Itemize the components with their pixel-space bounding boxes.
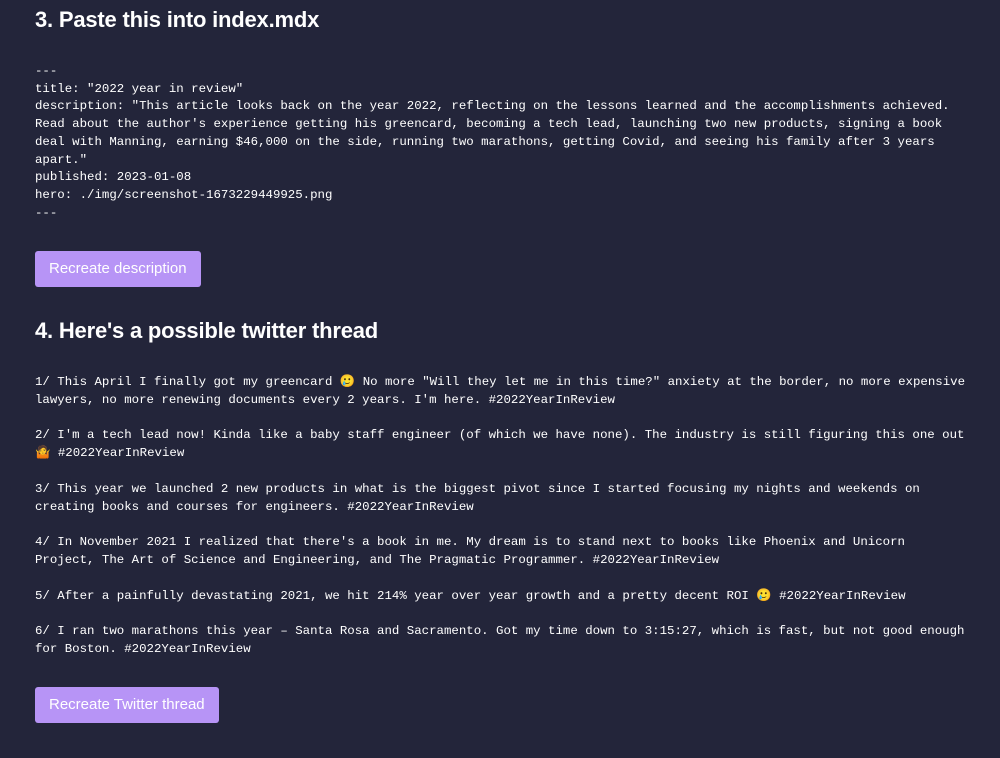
recreate-description-button[interactable]: Recreate description [35,251,201,287]
frontmatter-block [35,63,970,222]
frontmatter-delimiter-close: --- [35,205,58,220]
tweet-5: 5/ After a painfully devastating 2021, we hit 214% year over year growth and a pretty decent ROI 🥲 #2022YearInReview [35,588,906,603]
tweet-1: 1/ This April I finally got my greencard 🥲 No more "Will they let me in this time?" anxiety at the border, no more expensive lawyers, no more renewing documents every 2 years. I'm here. #2022YearInReview [35,375,973,407]
tweet-3: 3/ This year we launched 2 new products in what is the biggest pivot since I started focusing my nights and weekends on creating books and courses for engineers. #2022YearInReview [35,481,928,514]
recreate-twitter-thread-button[interactable]: Recreate Twitter thread [35,687,219,723]
frontmatter-delimiter-open: --- [35,64,58,78]
frontmatter-title: title: "2022 year in review" [35,81,244,96]
section-3-heading: 3. Paste this into index.mdx [35,7,320,32]
section-4-heading: 4. Here's a possible twitter thread [35,318,379,343]
tweet-6: 6/ I ran two marathons this year – Santa Rosa and Sacramento. Got my time down to 3:15:27, which is fast, but not good enough for Boston. #2022YearInReview [35,624,972,657]
tweet-4: 4/ In November 2021 I realized that there's a book in me. My dream is to stand next to books like Phoenix and Unicorn Project, The Art of Science and Engineering, and The Pragmatic Programmer. #2022YearInReview [35,535,913,567]
frontmatter-description: description: "This article looks back on the year 2022, reflecting on the lessons learned and the accomplishments achieved. Read about the author's experience getting his greencard, becoming a tech lead, launching two new products, signing a book deal with Manning, earning $46,000 on the side, running two marathons, getting Covid, and seeing his family after 3 years apart." [35,99,958,167]
twitter-thread [35,374,973,677]
frontmatter-published: published: 2023-01-08 [35,170,192,185]
tweet-2: 2/ I'm a tech lead now! Kinda like a baby staff engineer (of which we have none). The industry is still figuring this one out 🤷 #2022YearInReview [35,428,972,461]
frontmatter-hero: hero: ./img/screenshot-1673229449925.png [35,187,333,202]
